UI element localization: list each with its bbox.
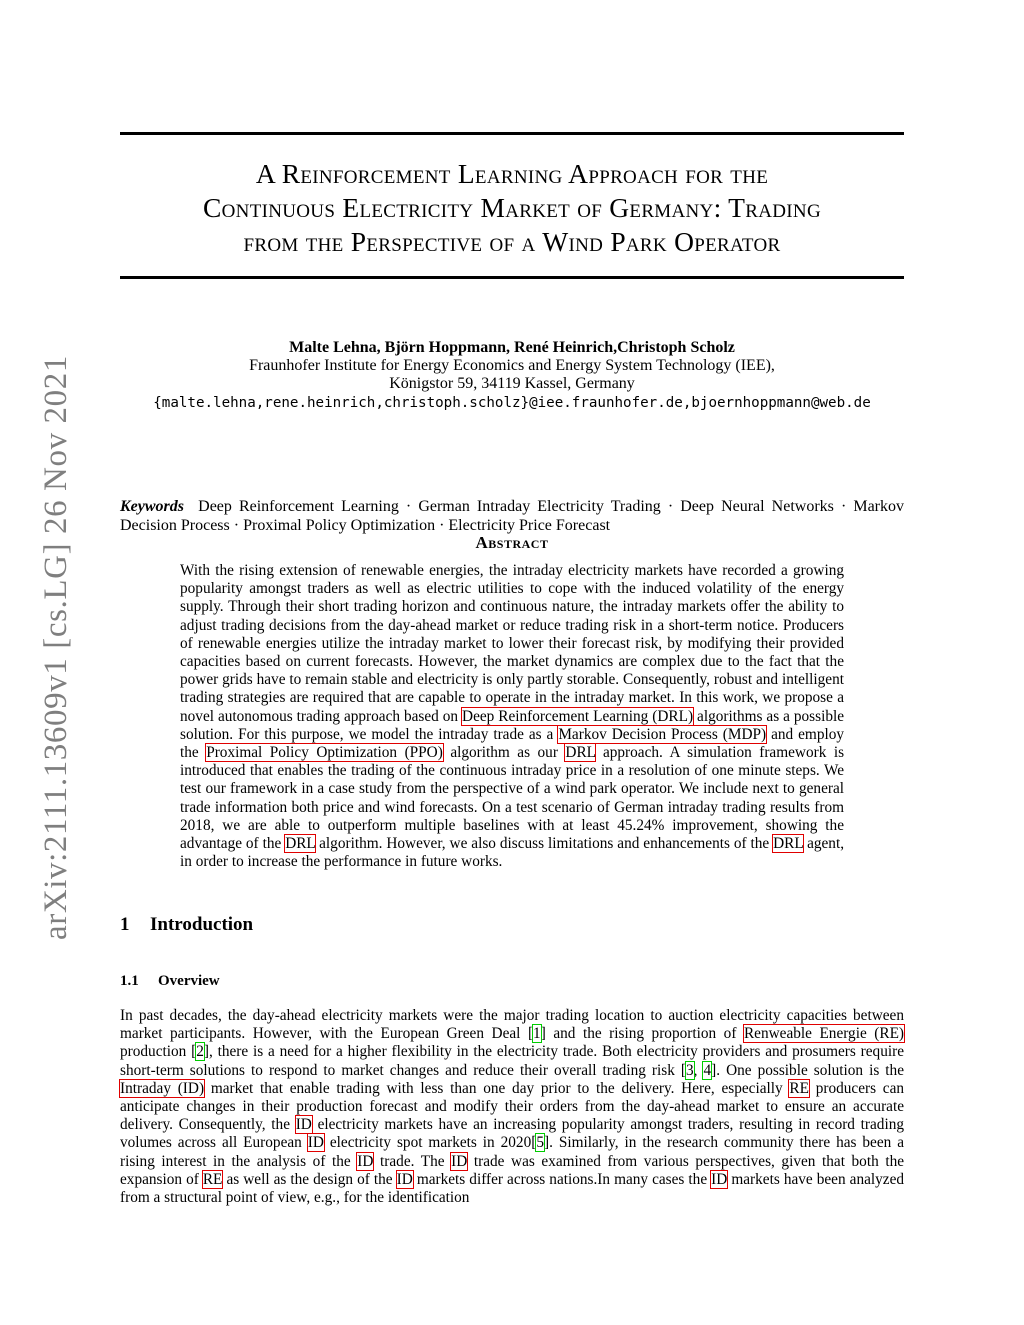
affiliation-line-2: Königstor 59, 34119 Kassel, Germany	[389, 375, 635, 392]
abstract-body	[180, 562, 844, 871]
body-text: electricity markets have an increasing popularity amongst traders, resulting in record trading volumes across all European	[120, 1116, 904, 1152]
abstract-text: algorithms as a possible solution. For this purpose, we model the intraday trade as a	[180, 707, 845, 743]
abstract-text: algorithm as our	[450, 744, 558, 762]
subsection-number: 1.1	[120, 973, 139, 989]
body-text: In past decades, the day-ahead electricity markets were the major trading location to auction electricity capacities between market participants. However, with the European Green Deal [	[120, 1007, 904, 1043]
link-id[interactable]: ID	[451, 1152, 468, 1170]
title-line-3: from the Perspective of a Wind Park Operator	[243, 226, 781, 257]
paper-title	[120, 157, 904, 259]
body-text: ]. Similarly, in the research community there has been a rising interest in the analysis of the	[120, 1134, 905, 1170]
abstract-heading: Abstract	[475, 533, 549, 552]
body-text: ] and the rising proportion of	[540, 1025, 737, 1043]
affiliation-line-1: Fraunhofer Institute for Energy Economics and Energy System Technology (IEE),	[249, 357, 775, 374]
title-rule-top	[120, 132, 904, 135]
abstract-text: With the rising extension of renewable energies, the intraday electricity markets have recorded a growing popularity amongst traders as well as electric utilities to cope with the induced volatility of the energy supply. Through their short trading horizon and continuous nature, the intraday markets offer the ability to adjust trading decisions from the day-ahead market or reduce trading risk in a short-term notice. Producers of renewable energies utilize the intraday market to lower their forecast risk, by modifying their provided capacities based on current forecasts. However, the market dynamics are complex due to the fact that the power grids have to remain stable and electricity is only partly storable. Consequently, robust and intelligent trading strategies are required that are capable to operate in the intraday market. In this work, we propose a novel autonomous trading approach based on	[180, 562, 844, 725]
body-text: electricity spot markets in 2020[	[329, 1134, 537, 1152]
author-list: Malte Lehna, Björn Hoppmann, René Heinrich,Christoph Scholz	[289, 339, 735, 356]
link-mdp[interactable]: Markov Decision Process (MDP)	[558, 725, 767, 743]
section-number: 1	[120, 914, 130, 935]
link-re-definition[interactable]: Renweable Energie (RE)	[743, 1025, 905, 1043]
link-ppo[interactable]: Proximal Policy Optimization (PPO)	[206, 744, 443, 762]
link-drl[interactable]: DRL	[285, 835, 316, 853]
citation-link[interactable]: 4	[703, 1061, 712, 1079]
body-text: ,	[693, 1061, 698, 1079]
citation-link[interactable]: 3	[685, 1061, 694, 1079]
citation-link[interactable]: 2	[196, 1043, 204, 1061]
abstract-text: algorithm. However, we also discuss limitations and enhancements of the	[319, 835, 770, 853]
intro-paragraph	[120, 1007, 904, 1207]
body-text: markets have been analyzed from a structural point of view, e.g., for the identification	[120, 1170, 905, 1207]
link-drl[interactable]: DRL	[773, 835, 804, 853]
citation-link[interactable]: 5	[536, 1134, 544, 1152]
author-emails: {malte.lehna,rene.heinrich,christoph.scholz}@iee.fraunhofer.de,bjoernhoppmann@web.de	[153, 395, 871, 411]
body-text: market that enable trading with less than one day prior to the delivery. Here, especially	[210, 1079, 783, 1097]
body-text: markets differ across nations.In many cases the	[416, 1170, 708, 1188]
keywords-label: Keywords	[120, 498, 184, 515]
abstract-text: agent, in order to increase the performance in future works.	[180, 835, 845, 871]
link-id[interactable]: ID	[295, 1116, 312, 1134]
keywords-text: Deep Reinforcement Learning · German Intraday Electricity Trading · Deep Neural Networks · Markov Decision Process · Proximal Policy Optimization · Electricity Price Forecast	[120, 498, 905, 534]
body-text: production [	[120, 1043, 197, 1061]
title-line-1: A Reinforcement Learning Approach for the	[255, 158, 769, 189]
body-text: trade was examined from various perspectives, given that both the expansion of	[120, 1152, 905, 1188]
section-title: Introduction	[150, 914, 254, 935]
link-re[interactable]: RE	[202, 1170, 223, 1188]
body-text: ]. One possible solution is the	[711, 1061, 904, 1079]
subsection-title: Overview	[158, 973, 220, 989]
link-drl-definition[interactable]: Deep Reinforcement Learning (DRL)	[462, 707, 694, 725]
link-id-definition[interactable]: Intraday (ID)	[120, 1079, 205, 1097]
link-drl[interactable]: DRL	[565, 744, 596, 762]
title-line-2: Continuous Electricity Market of Germany: Trading	[203, 192, 821, 223]
keywords	[120, 497, 904, 535]
link-id[interactable]: ID	[307, 1134, 324, 1152]
link-id[interactable]: ID	[396, 1170, 413, 1188]
link-id[interactable]: ID	[711, 1170, 728, 1188]
subsection-heading	[120, 973, 220, 990]
citation-link[interactable]: 1	[533, 1025, 541, 1043]
link-id[interactable]: ID	[357, 1152, 374, 1170]
link-re[interactable]: RE	[789, 1079, 809, 1097]
section-heading	[120, 914, 253, 936]
body-text: producers can anticipate changes in their production forecast and modify their orders from the day-ahead market to ensure an accurate delivery. Consequently, the	[120, 1079, 905, 1134]
arxiv-side-label: arXiv:2111.13609v1 [cs.LG] 26 Nov 2021	[38, 355, 74, 940]
body-text: ], there is a need for a higher flexibility in the electricity trade. Both electricity providers and prosumers require short-term solutions to respond to market changes and reduce their overall trading risk [	[120, 1043, 904, 1079]
title-rule-bottom	[120, 276, 904, 279]
body-text: trade. The	[380, 1152, 445, 1170]
abstract-text: and employ the	[180, 725, 845, 762]
body-text: as well as the design of the	[226, 1170, 393, 1188]
abstract-text: approach. A simulation framework is introduced that enables the trading of the continuous intraday price in a resolution of one minute steps. We test our framework in a case study from the perspective of a wind park operator. We include next to general trade information both price and wind forecasts. On a test scenario of German intraday trading results from 2018, we are able to outperform multiple baselines with at least 45.24% improvement, showing the advantage of the	[180, 744, 845, 853]
